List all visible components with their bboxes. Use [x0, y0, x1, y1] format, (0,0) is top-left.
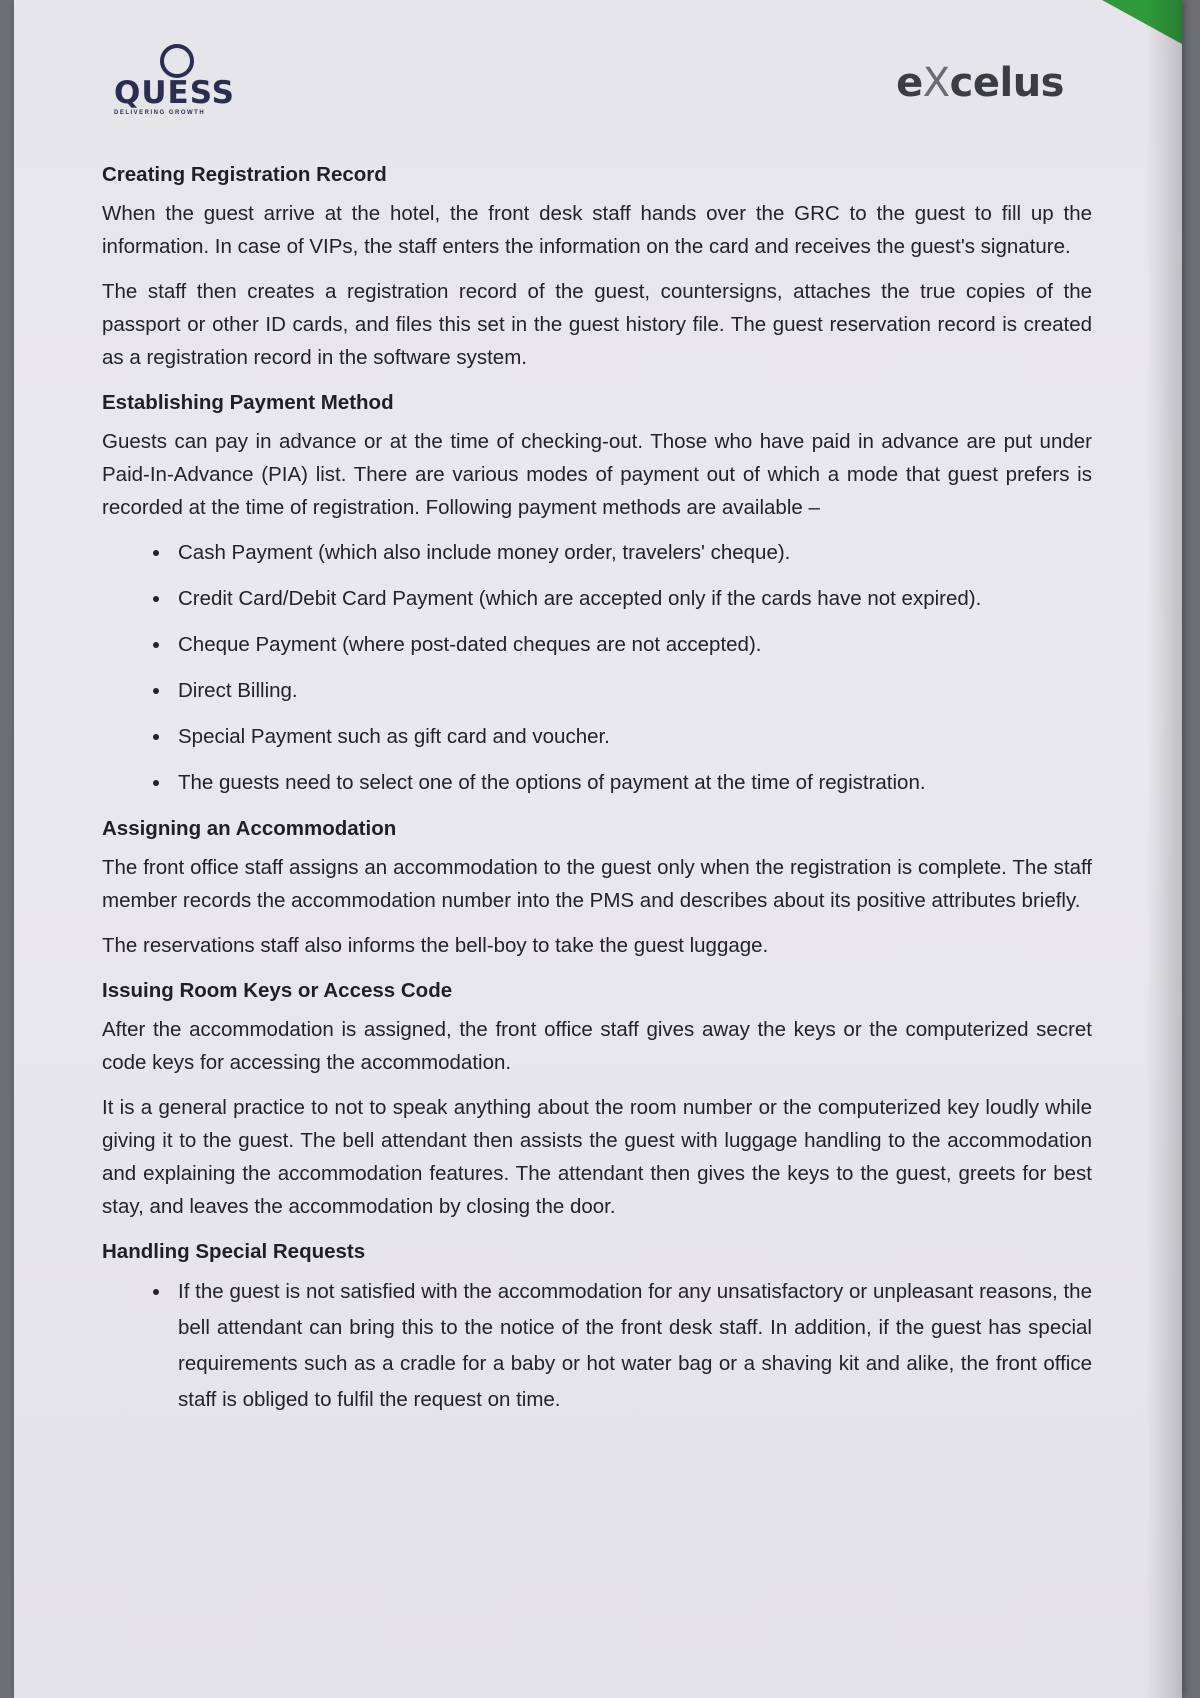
- paragraph: The reservations staff also informs the bell-boy to take the guest luggage.: [102, 934, 769, 957]
- quess-logo-tagline: DELIVERING GROWTH: [114, 110, 206, 116]
- section-heading: Creating Registration Record: [102, 163, 387, 186]
- list-item: • Cash Payment (which also include money order, travelers' cheque).: [172, 536, 1092, 569]
- paragraph: When the guest arrive at the hotel, the front desk staff hands over the GRC to the guest to fill up the information. In case of VIPs, the staff enters the information on the card and receives the guest's signature.: [102, 202, 1092, 258]
- list-item: • The guests need to select one of the options of payment at the time of registration.: [172, 766, 1092, 799]
- page-fold-shadow: [1146, 0, 1182, 1698]
- section-special-requests: [102, 1235, 1092, 1418]
- section-heading: Issuing Room Keys or Access Code: [102, 979, 453, 1002]
- document-page: [14, 0, 1182, 1698]
- section-heading: Establishing Payment Method: [102, 391, 394, 414]
- list-item: • Special Payment such as gift card and voucher.: [172, 720, 1092, 753]
- list-item: • If the guest is not satisfied with the accommodation for any unsatisfactory or unpleasant reasons, the bell attendant can bring this to the notice of the front desk staff. In addition, if the guest has special requirements such as a cradle for a baby or hot water bag or a shaving kit and alike, the front office staff is obliged to fulfil the request on time.: [172, 1274, 1092, 1418]
- paragraph: After the accommodation is assigned, the front office staff gives away the keys or the computerized secret code keys for accessing the accommodation.: [102, 1018, 1092, 1074]
- section-payment: [102, 386, 1092, 799]
- paragraph: It is a general practice to not to speak anything about the room number or the computerized key loudly while giving it to the guest. The bell attendant then assists the guest with luggage handling to the accommodation and explaining the accommodation features. The attendant then gives the keys to the guest, greets for best stay, and leaves the accommodation by closing the door.: [102, 1096, 1092, 1218]
- special-requests-list: [102, 1274, 1092, 1418]
- section-keys: [102, 974, 1092, 1223]
- list-item: • Credit Card/Debit Card Payment (which are accepted only if the cards have not expired).: [172, 582, 1092, 615]
- section-heading: Assigning an Accommodation: [102, 817, 397, 840]
- paragraph: Guests can pay in advance or at the time of checking-out. Those who have paid in advance are put under Paid-In-Advance (PIA) list. There are various modes of payment out of which a mode that guest prefers is recorded at the time of registration. Following payment methods are available –: [102, 430, 1092, 519]
- list-item: • Direct Billing.: [172, 674, 1092, 707]
- quess-logo-text: QUESS: [114, 75, 235, 111]
- paragraph: The front office staff assigns an accommodation to the guest only when the registration is complete. The staff member records the accommodation number into the PMS and describes about its positive attributes briefly.: [102, 856, 1092, 912]
- document-body: [102, 154, 1092, 1431]
- section-registration: [102, 158, 1092, 374]
- quess-logo-ring-icon: [160, 44, 194, 78]
- list-item: • Cheque Payment (where post-dated cheques are not accepted).: [172, 628, 1092, 661]
- excelus-logo: eXcelus: [896, 60, 1064, 106]
- payment-methods-list: [102, 536, 1092, 799]
- section-accommodation: [102, 812, 1092, 962]
- quess-logo: [114, 44, 254, 116]
- section-heading: Handling Special Requests: [102, 1240, 366, 1263]
- paragraph: The staff then creates a registration record of the guest, countersigns, attaches the true copies of the passport or other ID cards, and files this set in the guest history file. The guest reservation record is created as a registration record in the software system.: [102, 280, 1092, 369]
